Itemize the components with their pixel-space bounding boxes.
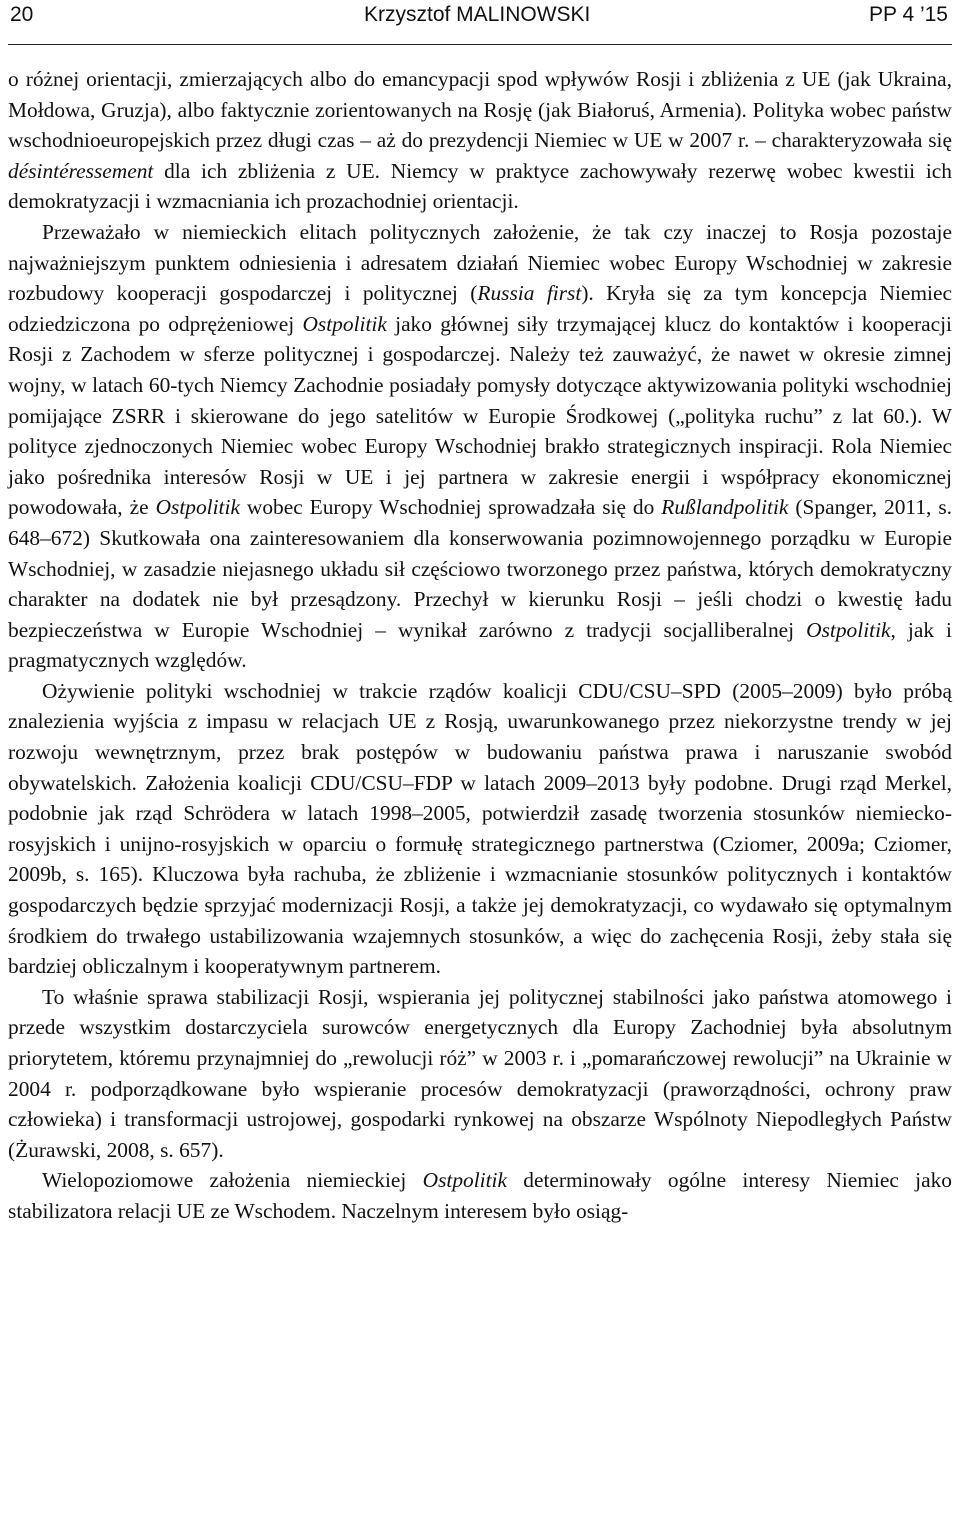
header-rule: [8, 44, 952, 45]
italic-term: désintéressement: [8, 158, 154, 183]
text-run: jako głównej siły trzymającej klucz do kontaktów i kooperacji Rosji z Zachodem w sferze politycznej i gospodarczej. Należy też zauważyć, że nawet w okresie zimnej wojny, w latach 60-tych Niemcy Zachodnie posiadały pomysły dotyczące aktywizowania polityki wschodniej pomijające ZSRR i skierowane do jego satelitów w Europie Środkowej („polityka ruchu” z lat 60.). W polityce zjednoczonych Niemiec wobec Europy Wschodniej brakło strategicznych inspiracji. Rola Niemiec jako pośrednika interesów Rosji w UE i jej partnera w zakresie energii i współpracy ekonomicznej powodowała, że: [8, 311, 952, 520]
text-run: Ożywienie polityki wschodniej w trakcie rządów koalicji CDU/CSU–SPD (2005–2009) było próbą znalezienia wyjścia z impasu w relacjach UE z Rosją, uwarunkowanego przez niekorzystne trendy w jej rozwoju wewnętrznym, przez brak postępów w budowaniu państwa prawa i naruszanie swobód obywatelskich. Założenia koalicji CDU/CSU–FDP w latach 2009–2013 były podobne. Drugi rząd Merkel, podobnie jak rząd Schrödera w latach 1998–2005, potwierdził zasadę tworzenia stosunków niemiecko-rosyjskich i unijno-rosyjskich w oparciu o formułę strategicznego partnerstwa (Cziomer, 2009a; Cziomer, 2009b, s. 165). Kluczowa była rachuba, że zbliżenie i wzmacnianie stosunków politycznych i kontaktów gospodarczych będzie sprzyjać modernizacji Rosji, a także jej demokratyzacji, co wydawało się optymalnym środkiem do trwałego ustabilizowania wzajemnych stosunków, a więc do zachęcenia Rosji, żeby stała się bardziej obliczalnym i kooperatywnym partnerem.: [8, 678, 952, 979]
paragraph: [8, 1165, 952, 1226]
text-run: To właśnie sprawa stabilizacji Rosji, wspierania jej politycznej stabilności jako państwa atomowego i przede wszystkim dostarczyciela surowców energetycznych dla Europy Zachodniej była absolutnym priorytetem, któremu przynajmniej do „rewolucji róż” w 2003 r. i „pomarańczowej rewolucji” na Ukrainie w 2004 r. podporządkowane było wspieranie procesów demokratyzacji (praworządności, ochrony praw człowieka) i transformacji ustrojowej, gospodarki rynkowej na obszarze Wspólnoty Niepodległych Państw (Żurawski, 2008, s. 657).: [8, 984, 952, 1162]
running-journal: PP 4 ’15: [868, 3, 948, 26]
italic-term: Rußlandpolitik: [661, 495, 789, 520]
italic-term: Ostpolitik: [302, 311, 387, 336]
text-run: o różnej orientacji, zmierzających albo do emancypacji spod wpływów Rosji i zbliżenia z UE (jak Ukraina, Mołdowa, Gruzja), albo faktycznie zorientowanych na Rosję (jak Białoruś, Armenia). Polityka wobec państw wschodnioeuropejskich przez długi czas – aż do prezydencji Niemiec w UE w 2007 r. – charakteryzowała się: [8, 67, 952, 153]
text-run: determinowały ogólne interesy Niemiec jako stabilizatora relacji UE ze Wschodem. Naczelnym interesem było osiąg-: [8, 1168, 952, 1223]
running-header: [8, 0, 952, 40]
italic-term: Russia first: [477, 281, 582, 306]
paragraph: [8, 217, 952, 676]
paragraph: [8, 982, 952, 1166]
text-run: ). Kryła się za tym koncepcja Niemiec odziedziczona po odprężeniowej: [8, 281, 952, 336]
body-text: [8, 64, 952, 1227]
italic-term: Ostpolitik: [806, 617, 891, 642]
text-run: Wielopoziomowe założenia niemieckiej: [42, 1168, 423, 1193]
running-author: Krzysztof MALINOWSKI: [364, 3, 591, 26]
text-run: Przeważało w niemieckich elitach politycznych założenie, że tak czy inaczej to Rosja pozostaje najważniejszym punktem odniesienia i adresatem działań Niemiec wobec Europy Wschodniej w zakresie rozbudowy kooperacji gospodarczej i politycznej (: [8, 219, 952, 306]
paragraph: [8, 64, 952, 217]
italic-term: Ostpolitik: [155, 495, 240, 520]
text-run: dla ich zbliżenia z UE. Niemcy w praktyce zachowywały rezerwę wobec kwestii ich demokratyzacji i wzmacniania ich prozachodniej orientacji.: [8, 158, 952, 214]
paragraph: [8, 676, 952, 982]
page-number: 20: [10, 3, 34, 26]
text-run: wobec Europy Wschodniej sprowadzała się do: [239, 495, 662, 520]
italic-term: Ostpolitik: [422, 1168, 507, 1193]
text-run: , jak i pragmatycznych względów.: [8, 617, 952, 673]
text-run: (Spanger, 2011, s. 648–672) Skutkowała ona zainteresowaniem dla konserwowania pozimnowojennego porządku w Europie Wschodniej, w zasadzie niejasnego układu sił częściowo tworzonego przez państwa, których demokratyczny charakter na dodatek nie był przesądzony. Przechył w kierunku Rosji – jeśli chodzi o kwestię ładu bezpieczeństwa w Europie Wschodniej – wynikał zarówno z tradycji socjalliberalnej: [8, 495, 953, 642]
